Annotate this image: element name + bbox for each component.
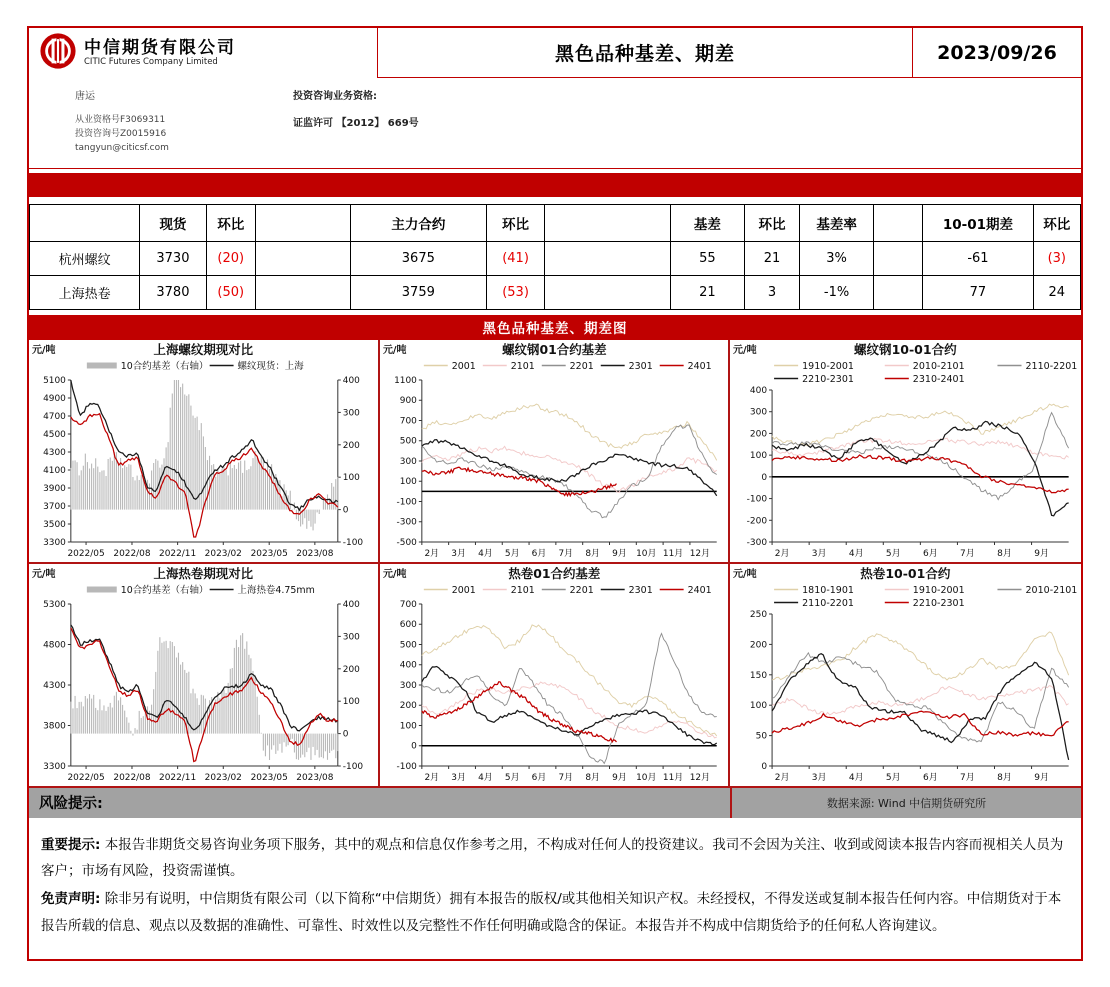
chart-panel-shanghai-rebar-spot-futures — [29, 340, 380, 564]
svg-text:6月: 6月 — [531, 548, 547, 559]
svg-text:上海热卷4.75mm: 上海热卷4.75mm — [237, 584, 315, 596]
svg-text:2210-2301: 2210-2301 — [913, 597, 965, 609]
table-cell: (50) — [206, 275, 255, 309]
analyst-name: 唐运 — [75, 91, 95, 102]
svg-text:10合约基差（右轴）: 10合约基差（右轴） — [120, 584, 209, 596]
svg-text:-100: -100 — [396, 761, 417, 772]
svg-text:元/吨: 元/吨 — [382, 344, 407, 356]
svg-text:400: 400 — [750, 385, 768, 396]
svg-text:8月: 8月 — [997, 548, 1013, 559]
svg-text:元/吨: 元/吨 — [31, 568, 56, 580]
svg-text:300: 300 — [750, 407, 768, 418]
svg-text:-100: -100 — [746, 494, 768, 505]
svg-text:2023/02: 2023/02 — [204, 548, 242, 559]
svg-text:2月: 2月 — [775, 548, 790, 559]
svg-text:5月: 5月 — [504, 772, 520, 783]
svg-text:900: 900 — [399, 396, 417, 407]
table-cell — [544, 241, 670, 275]
svg-text:300: 300 — [342, 408, 360, 419]
svg-text:300: 300 — [399, 456, 417, 467]
svg-text:2022/11: 2022/11 — [159, 772, 197, 783]
report-date: 2023/09/26 — [912, 28, 1081, 77]
chart-panel-rebar-01-basis — [380, 340, 731, 564]
table-cell — [873, 275, 922, 309]
svg-text:-300: -300 — [746, 537, 768, 548]
svg-text:2010-2101: 2010-2101 — [913, 360, 965, 372]
charts-grid — [29, 340, 1081, 788]
table-header-cell: 环比 — [1033, 204, 1080, 241]
table-header-cell: 基差 — [671, 204, 745, 241]
svg-text:2022/08: 2022/08 — [113, 548, 151, 559]
logo-block — [29, 28, 377, 78]
svg-text:3300: 3300 — [43, 761, 66, 772]
table-header-cell — [873, 204, 922, 241]
svg-text:9月: 9月 — [611, 772, 627, 783]
table-row — [30, 241, 1081, 275]
svg-text:2月: 2月 — [424, 548, 439, 559]
table-cell: (53) — [487, 275, 545, 309]
svg-text:螺纹现货：上海: 螺纹现货：上海 — [237, 360, 304, 372]
svg-text:400: 400 — [342, 375, 360, 386]
svg-text:3900: 3900 — [43, 483, 66, 494]
table-cell: 3% — [800, 241, 874, 275]
svg-text:2022/08: 2022/08 — [113, 772, 151, 783]
svg-text:2022/05: 2022/05 — [67, 772, 105, 783]
svg-text:100: 100 — [342, 472, 360, 484]
table-cell: 杭州螺纹 — [30, 241, 140, 275]
svg-text:4700: 4700 — [43, 411, 66, 422]
qualification-label: 投资咨询业务资格: — [293, 91, 377, 102]
svg-text:元/吨: 元/吨 — [733, 568, 758, 580]
svg-text:700: 700 — [399, 599, 417, 610]
charts-section-bar: 黑色品种基差、期差图 — [29, 315, 1081, 340]
svg-text:4500: 4500 — [43, 429, 66, 440]
table-header-cell: 基差率 — [800, 204, 874, 241]
svg-text:2210-2301: 2210-2301 — [802, 373, 855, 385]
svg-text:1910-2001: 1910-2001 — [802, 360, 855, 372]
table-cell: 3780 — [140, 275, 206, 309]
legal-disclaimer: 免责声明: 除非另有说明，中信期货有限公司（以下简称“中信期货）拥有本报告的版权/或其他相关知识产权。未经授权，不得发送或复制本报告任何内容。中信期货对于本报告所载的信息、观点以及数据的准确性、可靠性、时效性以及完整性不作任何明确或隐含的保证。本报告并不构成中信期货给予的任何私人咨询建议。 — [41, 891, 1062, 934]
svg-text:4800: 4800 — [43, 640, 66, 651]
svg-text:9月: 9月 — [1034, 548, 1050, 559]
svg-text:300: 300 — [342, 632, 360, 643]
svg-text:2201: 2201 — [569, 360, 594, 372]
svg-text:5100: 5100 — [43, 375, 66, 386]
company-name-en: CITIC Futures Company Limited — [84, 57, 218, 68]
svg-text:元/吨: 元/吨 — [382, 568, 407, 580]
table-header-cell: 环比 — [206, 204, 255, 241]
svg-text:400: 400 — [399, 660, 417, 671]
svg-text:2401: 2401 — [687, 360, 712, 372]
svg-text:0: 0 — [761, 472, 768, 483]
table-cell — [873, 241, 922, 275]
svg-text:100: 100 — [399, 477, 417, 488]
svg-text:200: 200 — [342, 440, 360, 451]
svg-text:7月: 7月 — [558, 772, 573, 783]
table-cell: 3675 — [350, 241, 487, 275]
svg-text:4300: 4300 — [43, 680, 66, 691]
table-cell — [544, 275, 670, 309]
svg-text:-100: -100 — [342, 537, 364, 548]
company-name-cn: 中信期货有限公司 — [84, 37, 236, 58]
svg-text:2001: 2001 — [451, 360, 476, 372]
title-box — [377, 28, 1081, 78]
svg-text:4月: 4月 — [849, 772, 864, 783]
report-page — [27, 26, 1083, 961]
svg-text:11月: 11月 — [662, 548, 683, 559]
svg-text:螺纹钢01合约基差: 螺纹钢01合约基差 — [501, 341, 607, 357]
red-divider-bar — [29, 173, 1081, 197]
svg-text:-200: -200 — [746, 516, 768, 527]
table-header-cell — [255, 204, 350, 241]
svg-text:0: 0 — [342, 729, 349, 740]
table-header-cell: 10-01期差 — [923, 204, 1033, 241]
svg-text:3800: 3800 — [43, 721, 66, 732]
svg-text:500: 500 — [399, 436, 417, 447]
page-title: 黑色品种基差、期差 — [554, 43, 735, 65]
svg-text:100: 100 — [399, 721, 417, 732]
svg-text:6月: 6月 — [923, 772, 939, 783]
svg-text:100: 100 — [750, 450, 768, 461]
table-cell: (3) — [1033, 241, 1080, 275]
svg-text:2023/08: 2023/08 — [296, 772, 334, 783]
svg-text:8月: 8月 — [584, 548, 600, 559]
svg-text:12月: 12月 — [689, 772, 710, 783]
svg-text:500: 500 — [399, 640, 417, 651]
svg-text:8月: 8月 — [997, 772, 1013, 783]
svg-text:6月: 6月 — [531, 772, 547, 783]
contact-section — [29, 78, 1081, 169]
summary-table — [29, 204, 1081, 310]
svg-text:3月: 3月 — [812, 548, 827, 559]
svg-text:2310-2401: 2310-2401 — [913, 373, 965, 385]
analyst-cert-2: 投资咨询号Z0015916 — [75, 128, 167, 139]
svg-text:3700: 3700 — [43, 501, 66, 512]
table-cell: 21 — [671, 275, 745, 309]
table-cell: 24 — [1033, 275, 1080, 309]
svg-text:2月: 2月 — [775, 772, 790, 783]
svg-text:上海螺纹期现对比: 上海螺纹期现对比 — [153, 341, 254, 357]
table-cell: 上海热卷 — [30, 275, 140, 309]
table-row — [30, 275, 1081, 309]
svg-text:300: 300 — [399, 680, 417, 691]
svg-text:7月: 7月 — [960, 772, 976, 783]
svg-text:2110-2201: 2110-2201 — [1025, 360, 1078, 372]
svg-text:2023/02: 2023/02 — [204, 772, 242, 783]
svg-text:5300: 5300 — [43, 599, 66, 610]
table-header-cell — [30, 204, 140, 241]
svg-text:元/吨: 元/吨 — [733, 344, 758, 356]
svg-text:螺纹钢10-01合约: 螺纹钢10-01合约 — [854, 341, 957, 357]
table-header-cell: 现货 — [140, 204, 206, 241]
svg-text:元/吨: 元/吨 — [31, 344, 56, 356]
svg-text:5月: 5月 — [886, 548, 902, 559]
chart-panel-hrc-01-basis — [380, 564, 731, 788]
svg-text:12月: 12月 — [689, 548, 710, 559]
table-cell: 3759 — [350, 275, 487, 309]
svg-text:2101: 2101 — [510, 360, 535, 372]
license-number: 证监许可 【2012】 669号 — [293, 118, 419, 129]
svg-text:上海热卷期现对比: 上海热卷期现对比 — [153, 565, 254, 581]
svg-text:4月: 4月 — [849, 548, 864, 559]
svg-text:9月: 9月 — [1034, 772, 1050, 783]
svg-text:1100: 1100 — [393, 375, 417, 386]
table-body — [30, 241, 1081, 309]
table-cell — [255, 275, 350, 309]
svg-text:3月: 3月 — [812, 772, 827, 783]
svg-text:10月: 10月 — [635, 548, 657, 559]
svg-text:200: 200 — [750, 429, 768, 440]
svg-text:2401: 2401 — [687, 584, 712, 596]
svg-text:200: 200 — [750, 640, 768, 651]
risk-bar — [29, 788, 1081, 818]
svg-text:0: 0 — [342, 505, 349, 516]
table-cell: (20) — [206, 241, 255, 275]
svg-text:2010-2101: 2010-2101 — [1025, 584, 1078, 596]
table-cell — [255, 241, 350, 275]
svg-text:6月: 6月 — [923, 548, 939, 559]
svg-text:5月: 5月 — [886, 772, 902, 783]
svg-text:2022/05: 2022/05 — [67, 548, 105, 559]
svg-text:-100: -100 — [342, 761, 364, 772]
svg-text:7月: 7月 — [960, 548, 976, 559]
svg-text:-100: -100 — [396, 497, 417, 508]
svg-text:11月: 11月 — [662, 772, 683, 783]
svg-text:2101: 2101 — [510, 584, 535, 596]
svg-text:3月: 3月 — [450, 772, 466, 783]
svg-text:600: 600 — [399, 620, 417, 631]
svg-text:4月: 4月 — [477, 548, 493, 559]
disclaimer-section — [29, 818, 1081, 959]
svg-text:2月: 2月 — [424, 772, 439, 783]
svg-text:2001: 2001 — [451, 584, 476, 596]
svg-text:250: 250 — [750, 609, 768, 620]
table-cell: 3730 — [140, 241, 206, 275]
svg-text:4900: 4900 — [43, 393, 66, 404]
table-cell: 77 — [923, 275, 1033, 309]
table-cell: 55 — [671, 241, 745, 275]
svg-text:5月: 5月 — [504, 548, 520, 559]
analyst-cert-1: 从业资格号F3069311 — [75, 115, 166, 125]
svg-text:热卷10-01合约: 热卷10-01合约 — [860, 565, 951, 581]
table-cell: -61 — [923, 241, 1033, 275]
chart-panel-hrc-10-01-spread — [730, 564, 1081, 788]
svg-text:2023/05: 2023/05 — [250, 772, 288, 783]
svg-text:9月: 9月 — [611, 548, 627, 559]
svg-text:8月: 8月 — [584, 772, 600, 783]
svg-text:0: 0 — [761, 761, 768, 772]
svg-text:3月: 3月 — [450, 548, 466, 559]
table-header-row — [30, 204, 1081, 241]
table-cell: -1% — [800, 275, 874, 309]
svg-text:3300: 3300 — [43, 537, 66, 548]
chart-panel-shanghai-hrc-spot-futures — [29, 564, 380, 788]
svg-text:-500: -500 — [396, 537, 417, 548]
important-notice: 重要提示: 本报告非期货交易咨询业务项下服务，其中的观点和信息仅作参考之用，不构成对任何人的投资建议。我司不会因为关注、收到或阅读本报告内容而视相关人员为客户；市场有风险，投资需谨慎。 — [41, 836, 1064, 880]
svg-text:3500: 3500 — [43, 519, 66, 530]
svg-text:100: 100 — [750, 701, 768, 712]
svg-text:2201: 2201 — [569, 584, 594, 596]
svg-text:-300: -300 — [396, 517, 417, 528]
svg-text:4300: 4300 — [43, 447, 66, 458]
table-header-cell: 环比 — [487, 204, 545, 241]
svg-text:2301: 2301 — [628, 584, 653, 596]
report-header — [29, 28, 1081, 78]
svg-text:2023/05: 2023/05 — [250, 548, 288, 559]
svg-text:2022/11: 2022/11 — [159, 548, 197, 559]
svg-text:热卷01合约基差: 热卷01合约基差 — [507, 565, 600, 581]
analyst-email: tangyun@citicsf.com — [75, 142, 169, 153]
svg-text:200: 200 — [342, 664, 360, 675]
svg-text:2110-2201: 2110-2201 — [802, 597, 855, 609]
svg-text:150: 150 — [750, 670, 768, 681]
chart-panel-rebar-10-01-spread — [730, 340, 1081, 564]
svg-text:400: 400 — [342, 599, 360, 610]
table-header-cell: 环比 — [744, 204, 800, 241]
table-header-cell — [544, 204, 670, 241]
svg-text:2023/08: 2023/08 — [296, 548, 334, 559]
svg-text:4月: 4月 — [477, 772, 493, 783]
svg-text:700: 700 — [399, 416, 417, 427]
svg-text:0: 0 — [410, 741, 417, 752]
svg-text:200: 200 — [399, 701, 417, 712]
citic-logo-icon — [39, 32, 77, 74]
table-header-cell: 主力合约 — [350, 204, 487, 241]
table-cell: (41) — [487, 241, 545, 275]
svg-text:4100: 4100 — [43, 465, 66, 476]
svg-text:1810-1901: 1810-1901 — [802, 584, 855, 596]
svg-text:10合约基差（右轴）: 10合约基差（右轴） — [120, 360, 209, 372]
svg-text:7月: 7月 — [558, 548, 573, 559]
svg-text:1910-2001: 1910-2001 — [913, 584, 965, 596]
table-cell: 3 — [744, 275, 800, 309]
risk-label: 风险提示: — [39, 796, 103, 813]
svg-text:10月: 10月 — [635, 772, 657, 783]
data-source: 数据来源: Wind 中信期货研究所 — [730, 788, 1081, 818]
svg-text:100: 100 — [342, 696, 360, 708]
table-cell: 21 — [744, 241, 800, 275]
svg-text:2301: 2301 — [628, 360, 653, 372]
svg-text:50: 50 — [755, 731, 768, 742]
